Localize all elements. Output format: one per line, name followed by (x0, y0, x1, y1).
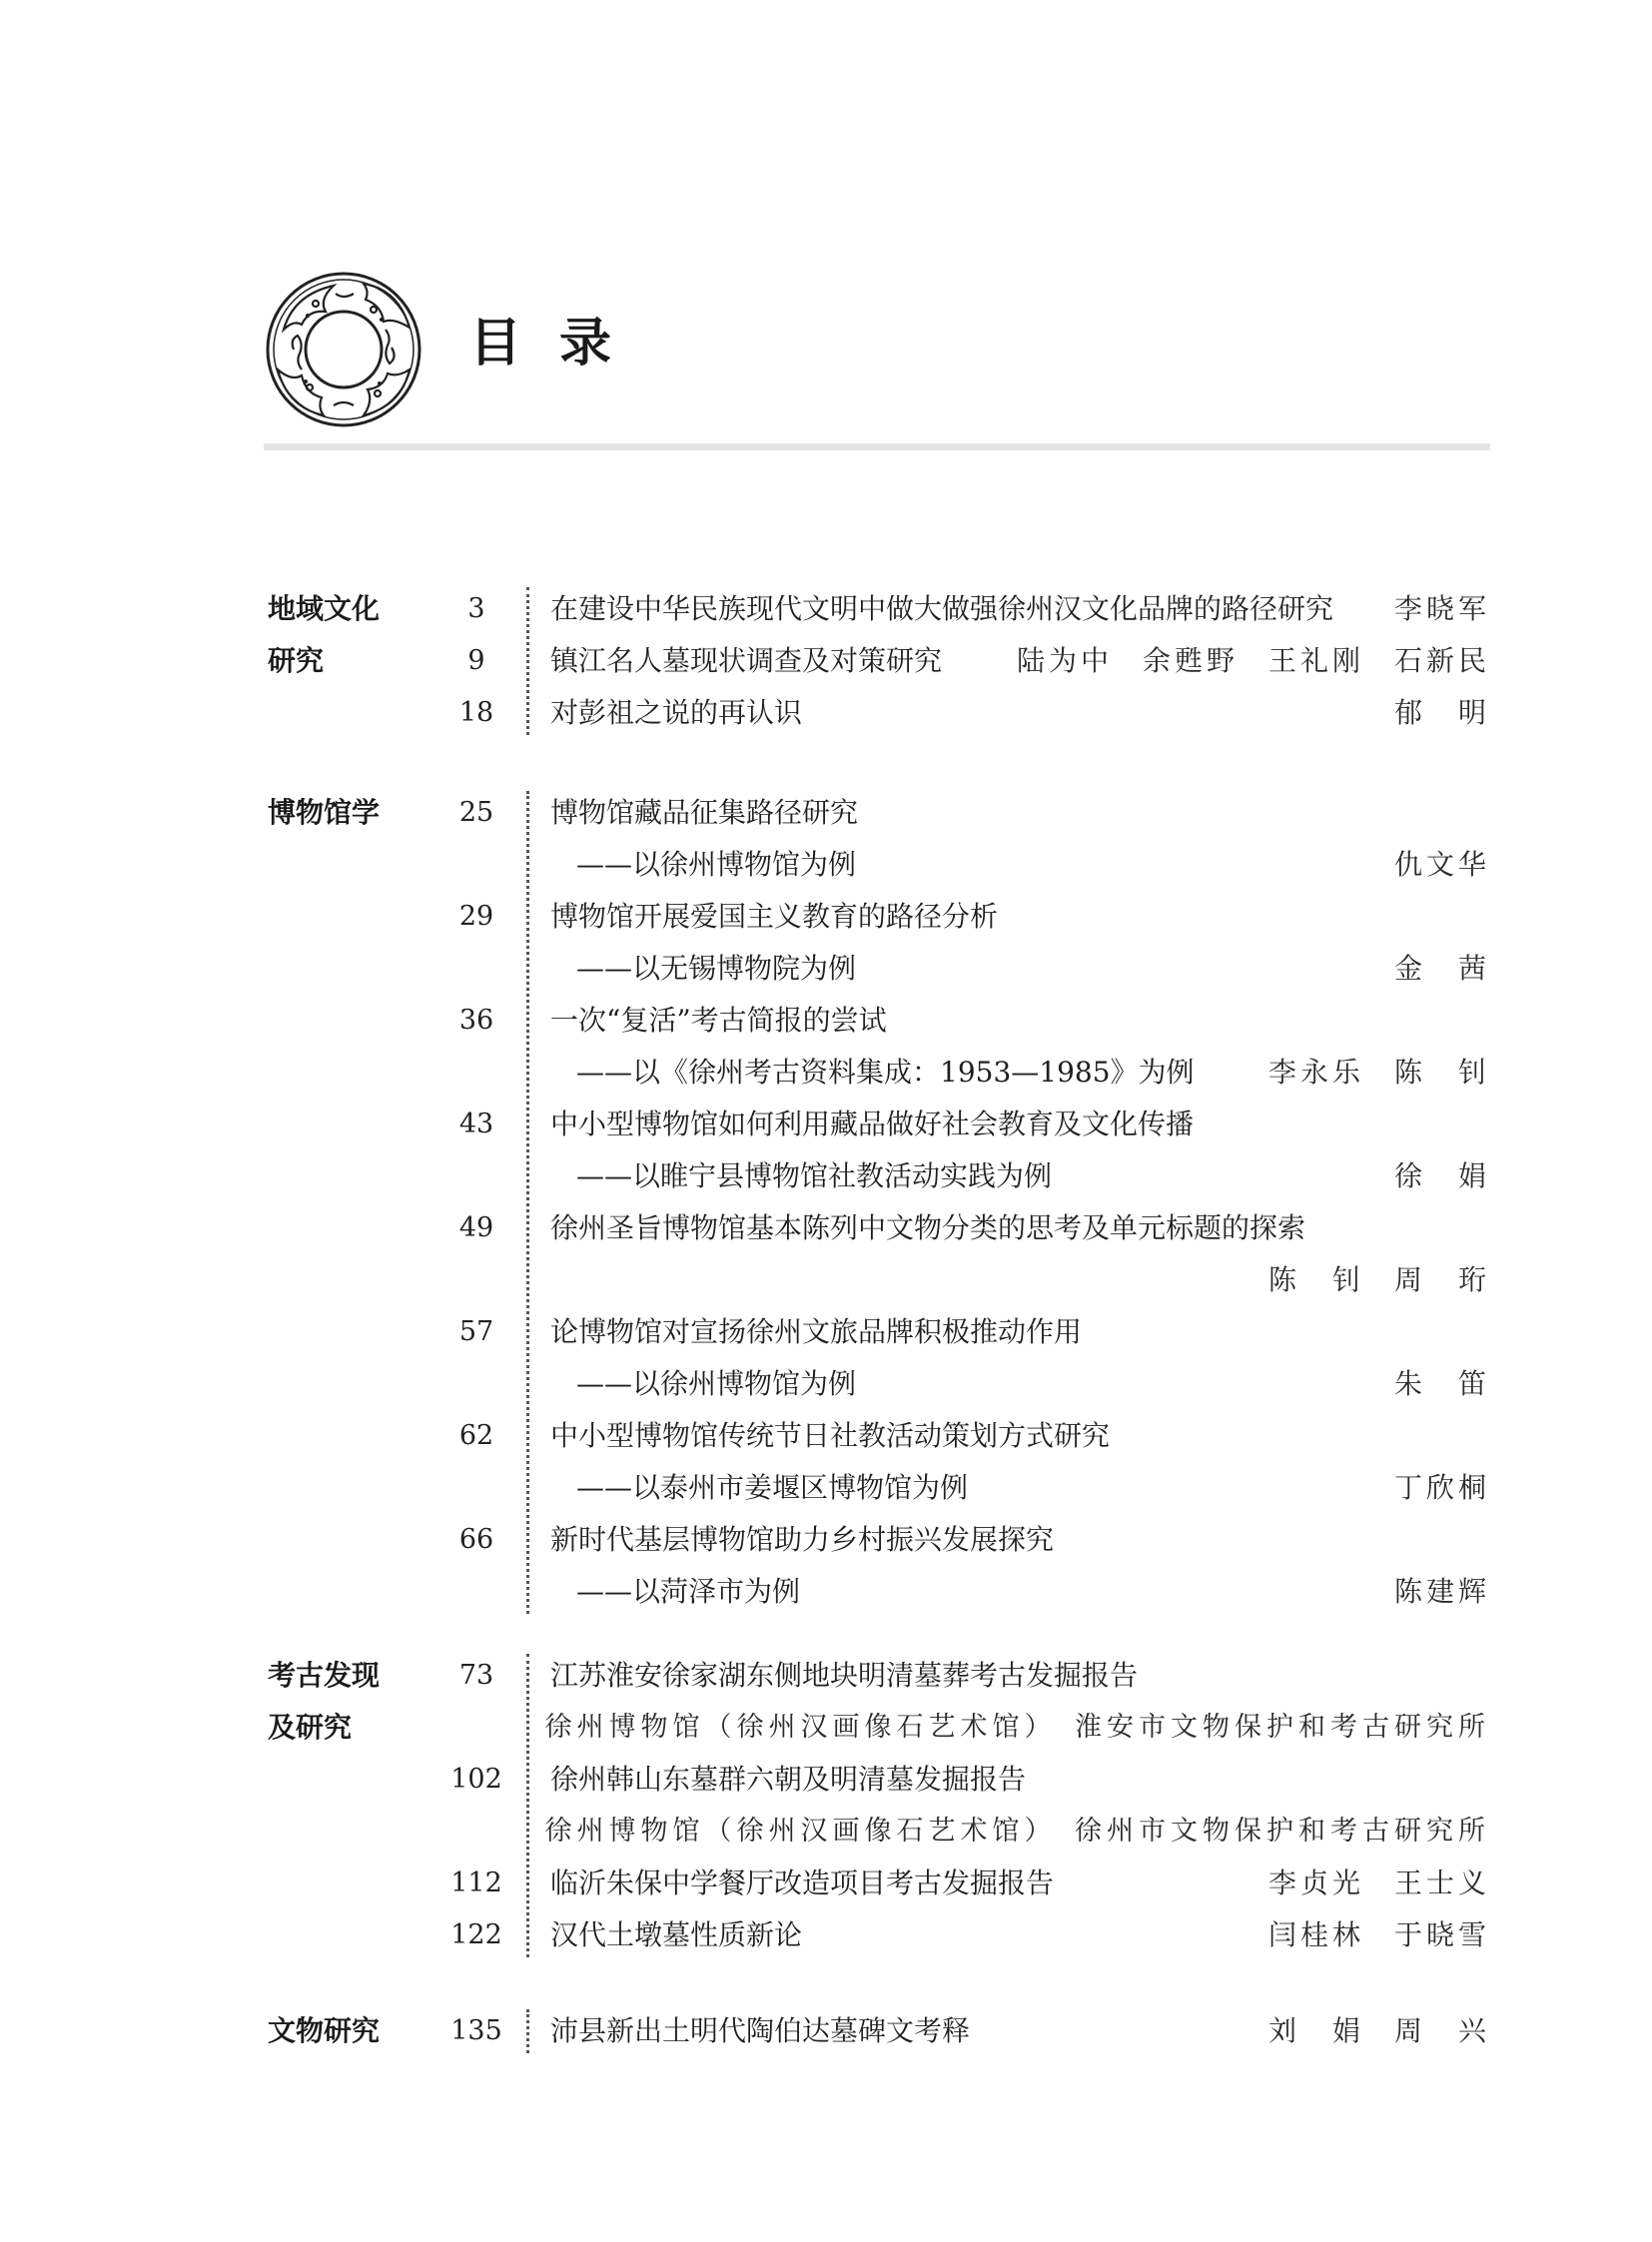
page-number: 62 (458, 1420, 494, 1451)
page-number: 49 (458, 1212, 494, 1243)
entry-subtitle: ——以泰州市姜堰区博物馆为例 (576, 1471, 969, 1504)
section-name: 研究 (268, 644, 325, 677)
toc-entry (0, 1650, 1652, 1702)
entry-title: 临沂朱保中学餐厅改造项目考古发掘报告 (550, 1867, 1055, 1899)
toc-entry-continuation (0, 1806, 1652, 1858)
author-name: 陈 钊 (1393, 1056, 1490, 1089)
entry-authors (1394, 1462, 1490, 1514)
page-number: 3 (467, 593, 485, 624)
author-name: 周 兴 (1393, 2014, 1490, 2047)
toc-entry-continuation (0, 1702, 1652, 1754)
page-number: 36 (458, 1005, 494, 1036)
entry-title: 徐州韩山东墓群六朝及明清墓发掘报告 (550, 1763, 1027, 1796)
entry-authors (1394, 1358, 1490, 1410)
jade-disc-emblem-icon (264, 270, 423, 429)
toc-entry-continuation (0, 1150, 1652, 1202)
toc-entry (0, 583, 1652, 635)
author-name: 王礼刚 (1267, 644, 1364, 677)
entry-title: 博物馆开展爱国主义教育的路径分析 (550, 900, 999, 933)
entry-authors (1268, 1858, 1490, 1909)
section-dotted-divider (526, 587, 529, 735)
toc-entry (0, 787, 1652, 839)
toc-entry (0, 1202, 1652, 1254)
entry-title: 中小型博物馆如何利用藏品做好社会教育及文化传播 (550, 1108, 1195, 1140)
author-name: 陆为中 (1016, 644, 1113, 677)
author-name: 李晓军 (1393, 592, 1490, 625)
toc-entry (0, 1306, 1652, 1358)
entry-subtitle: ——以徐州博物馆为例 (576, 848, 857, 881)
author-name: 刘 娟 (1267, 2014, 1364, 2047)
author-name: 王士义 (1393, 1867, 1490, 1899)
entry-authors (1394, 839, 1490, 891)
author-name: 金 茜 (1393, 952, 1490, 985)
author-name: 李贞光 (1267, 1867, 1364, 1899)
page-number: 57 (458, 1316, 494, 1347)
entry-authors (1394, 1150, 1490, 1202)
entry-authors (1394, 943, 1490, 995)
page-number: 43 (458, 1109, 494, 1139)
section-name: 博物馆学 (268, 796, 381, 829)
entry-subtitle: ——以无锡博物院为例 (576, 952, 857, 985)
author-name: 朱 笛 (1393, 1367, 1490, 1400)
toc-entry (0, 1858, 1652, 1909)
section-name: 文物研究 (268, 2014, 381, 2047)
page-number: 29 (458, 901, 494, 932)
entry-authors (1268, 1909, 1490, 1961)
entry-title: 一次“复活”考古简报的尝试 (550, 1004, 887, 1037)
author-name: 石新民 (1393, 644, 1490, 677)
entry-authors (1268, 1254, 1490, 1306)
toc-entry-continuation (0, 1462, 1652, 1514)
entry-institution: 徐州博物馆（徐州汉画像石艺术馆） 徐州市文物保护和考古研究所 (544, 1816, 1490, 1847)
page-number: 135 (450, 2015, 502, 2046)
author-name: 仇文华 (1393, 848, 1490, 881)
toc-entry-continuation (0, 943, 1652, 995)
entry-title: 新时代基层博物馆助力乡村振兴发展探究 (550, 1523, 1055, 1556)
author-name: 陈建辉 (1393, 1575, 1490, 1608)
author-name: 余甦野 (1142, 644, 1239, 677)
section-name: 地域文化 (268, 592, 381, 625)
entry-title: 汉代土墩墓性质新论 (550, 1918, 803, 1951)
entry-authors (1394, 687, 1490, 739)
section-name: 考古发现 (268, 1659, 381, 1692)
page-number: 66 (458, 1524, 494, 1555)
toc-entry (0, 995, 1652, 1047)
entry-subtitle: ——以睢宁县博物馆社教活动实践为例 (576, 1159, 1053, 1192)
entry-title: 在建设中华民族现代文明中做大做强徐州汉文化品牌的路径研究 (550, 592, 1334, 625)
entry-institution: 徐州博物馆（徐州汉画像石艺术馆） 淮安市文物保护和考古研究所 (544, 1712, 1490, 1743)
entry-subtitle: ——以徐州博物馆为例 (576, 1367, 857, 1400)
toc-entry-continuation (0, 1254, 1652, 1306)
author-name: 闫桂林 (1267, 1918, 1364, 1951)
entry-title: 沛县新出土明代陶伯达墓碑文考释 (550, 2014, 971, 2047)
page-title: 目录 (469, 314, 650, 374)
entry-authors (1268, 2005, 1490, 2057)
page-number: 25 (458, 797, 494, 828)
toc-entry (0, 1514, 1652, 1566)
entry-subtitle: ——以《徐州考古资料集成：1953—1985》为例 (576, 1056, 1195, 1089)
toc-entry (0, 1410, 1652, 1462)
toc-entry (0, 1754, 1652, 1806)
entry-title: 镇江名人墓现状调查及对策研究 (550, 644, 943, 677)
page-number: 18 (458, 697, 494, 728)
toc-entry-continuation (0, 1047, 1652, 1099)
entry-title: 论博物馆对宣扬徐州文旅品牌积极推动作用 (550, 1315, 1083, 1348)
page-number: 112 (450, 1868, 502, 1898)
section-name: 及研究 (268, 1711, 353, 1744)
page-number: 9 (467, 645, 485, 676)
author-name: 郁 明 (1393, 696, 1490, 729)
author-name: 于晓雪 (1393, 1918, 1490, 1951)
entry-title: 中小型博物馆传统节日社教活动策划方式研究 (550, 1419, 1111, 1452)
toc-entry-continuation (0, 1566, 1652, 1618)
entry-title: 博物馆藏品征集路径研究 (550, 796, 859, 829)
toc-entry (0, 1099, 1652, 1150)
author-name: 周 珩 (1393, 1263, 1490, 1296)
page-number: 73 (458, 1660, 494, 1691)
toc-entry-continuation (0, 1358, 1652, 1410)
entry-authors (1017, 635, 1490, 687)
author-name: 李永乐 (1267, 1056, 1364, 1089)
entry-subtitle: ——以菏泽市为例 (576, 1575, 801, 1608)
toc-entry (0, 891, 1652, 943)
page-number: 102 (450, 1764, 502, 1795)
entry-authors (1394, 1566, 1490, 1618)
page-number: 122 (450, 1919, 502, 1950)
author-name: 丁欣桐 (1393, 1471, 1490, 1504)
author-name: 陈 钊 (1267, 1263, 1364, 1296)
entry-title: 对彭祖之说的再认识 (550, 696, 803, 729)
toc-entry (0, 2005, 1652, 2057)
title-divider (264, 443, 1490, 450)
entry-authors (1268, 1047, 1490, 1099)
entry-authors (1394, 583, 1490, 635)
toc-entry-continuation (0, 839, 1652, 891)
toc-entry (0, 635, 1652, 687)
section-dotted-divider (526, 1654, 529, 1957)
toc-entry (0, 1909, 1652, 1961)
section-dotted-divider (526, 2009, 529, 2053)
author-name: 徐 娟 (1393, 1159, 1490, 1192)
toc-entry (0, 687, 1652, 739)
section-dotted-divider (526, 791, 529, 1614)
entry-title: 江苏淮安徐家湖东侧地块明清墓葬考古发掘报告 (550, 1659, 1139, 1692)
entry-title: 徐州圣旨博物馆基本陈列中文物分类的思考及单元标题的探索 (550, 1211, 1306, 1244)
